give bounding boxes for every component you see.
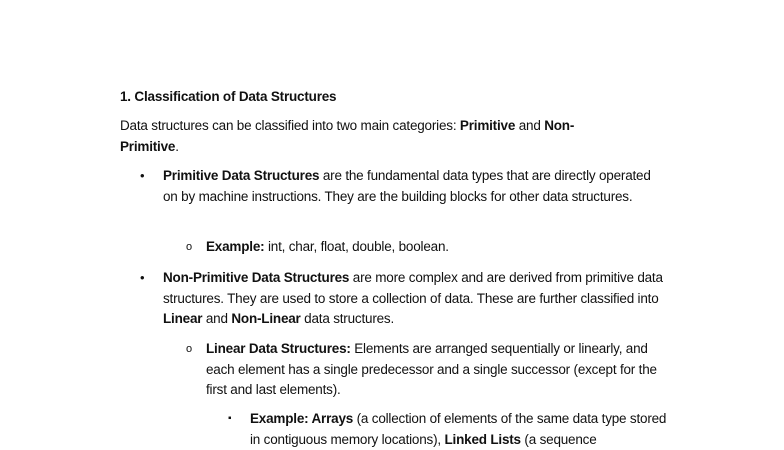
example-text: int, char, float, double, boolean. — [264, 239, 449, 254]
arrays-term: Example: Arrays — [250, 411, 354, 426]
bullet-disc-icon: • — [140, 270, 145, 285]
bullet-circle-icon: o — [186, 343, 192, 355]
intro-paragraph — [120, 116, 620, 157]
list-item-linear-example — [250, 409, 670, 450]
non-primitive-description: are more complex and are derived from primitive data structures. They are used to store a collection of data. These are further classified into — [163, 270, 663, 306]
primitive-description: are the fundamental data types that are directly operated on by machine instructions. They are the building blocks for other data structures. — [163, 168, 651, 204]
linked-lists-term: Linked Lists — [444, 431, 521, 447]
list-item-non-primitive — [163, 268, 668, 330]
intro-text: . — [175, 138, 179, 154]
non-linear-term: Non-Linear — [231, 311, 301, 326]
arrays-description: (a collection of elements of the same data type stored in contiguous memory locations), — [250, 411, 667, 447]
list-item-primitive — [163, 166, 663, 207]
non-primitive-term: Non-Primitive Data Structures — [163, 270, 350, 285]
linked-lists-description: (a sequence — [520, 431, 597, 447]
intro-bold-primitive: Primitive — [459, 118, 516, 133]
bullet-square-icon: ▪ — [228, 413, 232, 424]
linear-description: Elements are arranged sequentially or linearly, and each element has a single predecessor and a single successor (except for the first and last elements). — [206, 341, 657, 397]
section-heading: 1. Classification of Data Structures — [120, 89, 337, 104]
list-item-primitive-example — [206, 237, 666, 258]
bullet-disc-icon: • — [140, 168, 145, 183]
intro-bold-non-primitive: Non-Primitive — [120, 118, 575, 154]
non-primitive-description: and — [202, 311, 232, 326]
intro-text: Data structures can be classified into two main categories: — [120, 118, 460, 133]
list-item-linear — [206, 339, 666, 401]
primitive-term: Primitive Data Structures — [163, 168, 320, 183]
bullet-circle-icon: o — [186, 241, 192, 253]
example-label: Example: — [206, 239, 265, 254]
linear-structures-term: Linear Data Structures: — [206, 341, 351, 356]
linear-term: Linear — [163, 311, 203, 326]
non-primitive-description: data structures. — [300, 311, 395, 326]
intro-text: and — [515, 118, 545, 133]
